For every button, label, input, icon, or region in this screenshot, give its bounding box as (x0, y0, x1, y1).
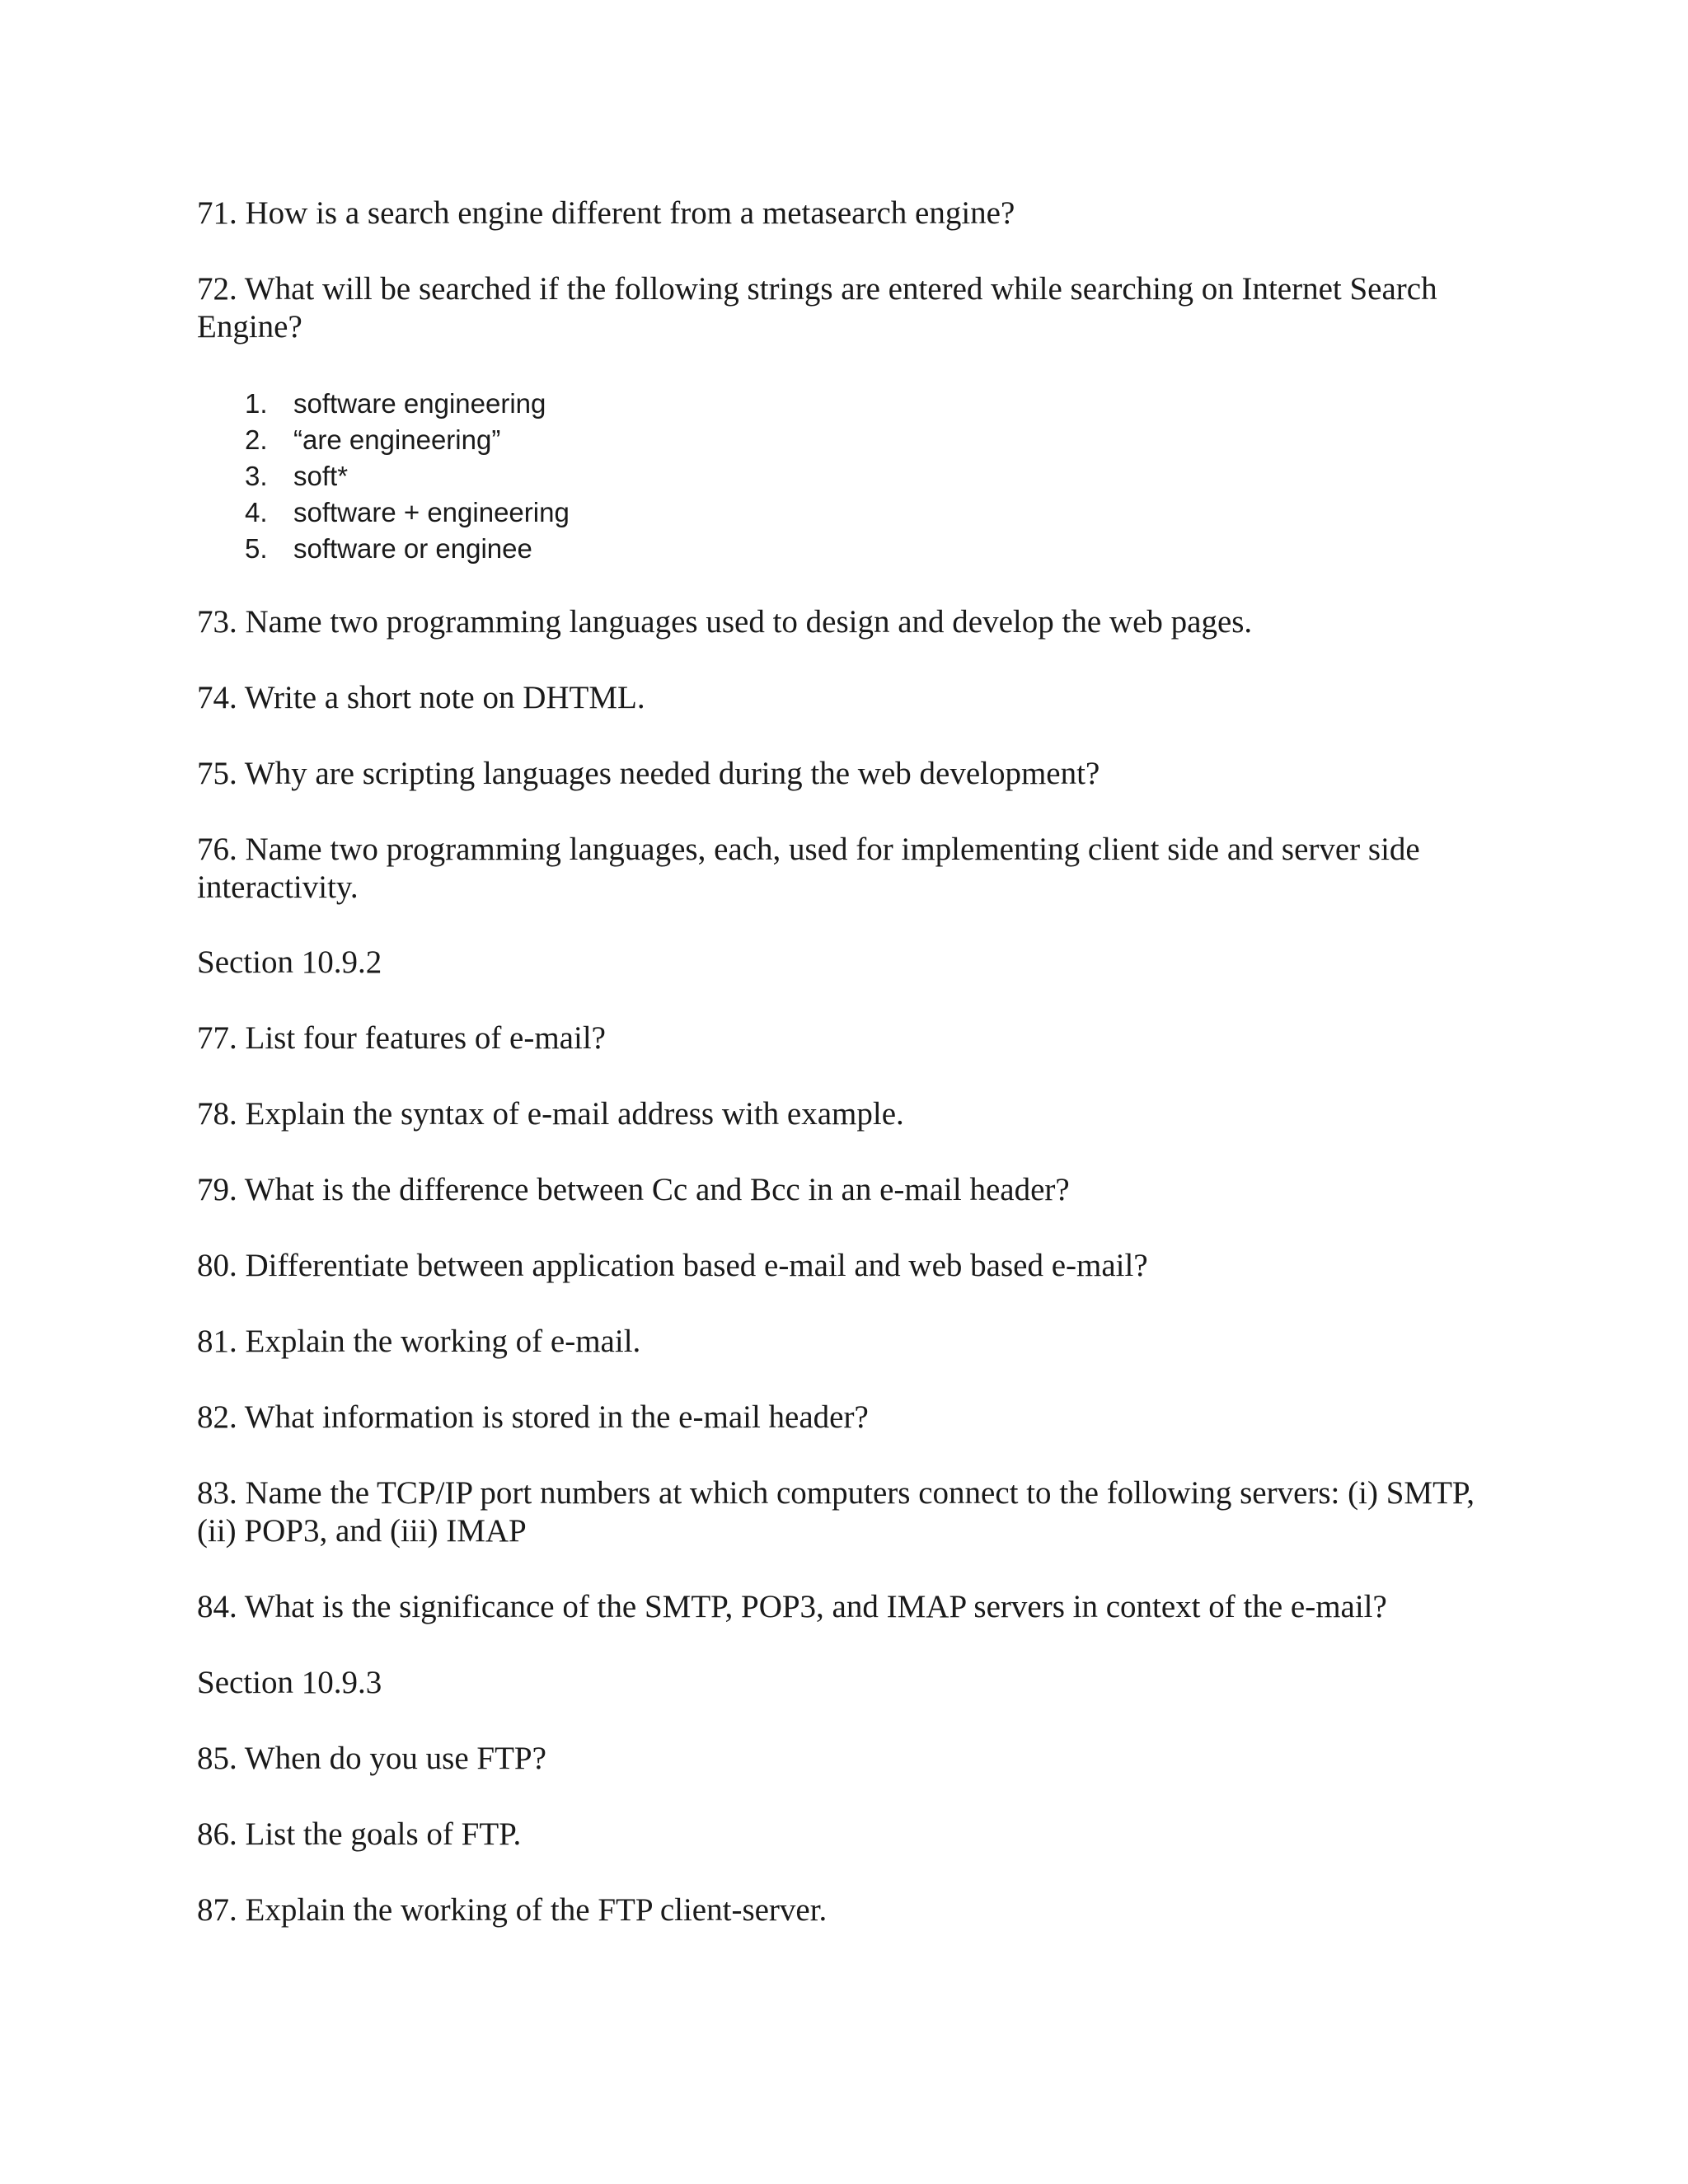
list-item-number: 2. (245, 424, 268, 455)
question-72: 72. What will be searched if the following strings are entered while searching on Internet Search Engine? (197, 271, 1437, 344)
section-heading: Section 10.9.3 (197, 1665, 382, 1700)
list-item-text: “are engineering” (293, 424, 501, 455)
question-75: 75. Why are scripting languages needed during the web development? (197, 756, 1100, 791)
question-77: 77. List four features of e-mail? (197, 1020, 606, 1056)
question-74: 74. Write a short note on DHTML. (197, 680, 645, 715)
question-71: 71. How is a search engine different from a metasearch engine? (197, 195, 1015, 231)
list-item-text: software + engineering (293, 497, 570, 527)
list-item-text: software engineering (293, 388, 546, 419)
question-81: 81. Explain the working of e-mail. (197, 1324, 641, 1359)
list-item-text: soft* (293, 461, 349, 491)
list-item-number: 3. (245, 461, 268, 491)
list-item-number: 4. (245, 497, 268, 527)
question-76: 76. Name two programming languages, each, used for implementing client side and server side interactivity. (197, 832, 1420, 905)
question-84: 84. What is the significance of the SMTP, POP3, and IMAP servers in context of the e-mail? (197, 1589, 1387, 1624)
question-83: 83. Name the TCP/IP port numbers at which computers connect to the following servers: (i) SMTP, (ii) POP3, and (iii) IMAP (197, 1475, 1475, 1549)
list-item-number: 5. (245, 533, 268, 564)
question-80: 80. Differentiate between application based e-mail and web based e-mail? (197, 1248, 1148, 1283)
question-78: 78. Explain the syntax of e-mail address with example. (197, 1096, 904, 1132)
question-87: 87. Explain the working of the FTP client-server. (197, 1892, 828, 1928)
question-79: 79. What is the difference between Cc and Bcc in an e-mail header? (197, 1172, 1070, 1207)
question-73: 73. Name two programming languages used to design and develop the web pages. (197, 604, 1253, 640)
question-86: 86. List the goals of FTP. (197, 1816, 522, 1852)
question-82: 82. What information is stored in the e-mail header? (197, 1399, 869, 1435)
list-item-number: 1. (245, 388, 268, 419)
list-item-text: software or enginee (293, 533, 532, 564)
question-85: 85. When do you use FTP? (197, 1741, 546, 1776)
section-heading: Section 10.9.2 (197, 944, 382, 980)
